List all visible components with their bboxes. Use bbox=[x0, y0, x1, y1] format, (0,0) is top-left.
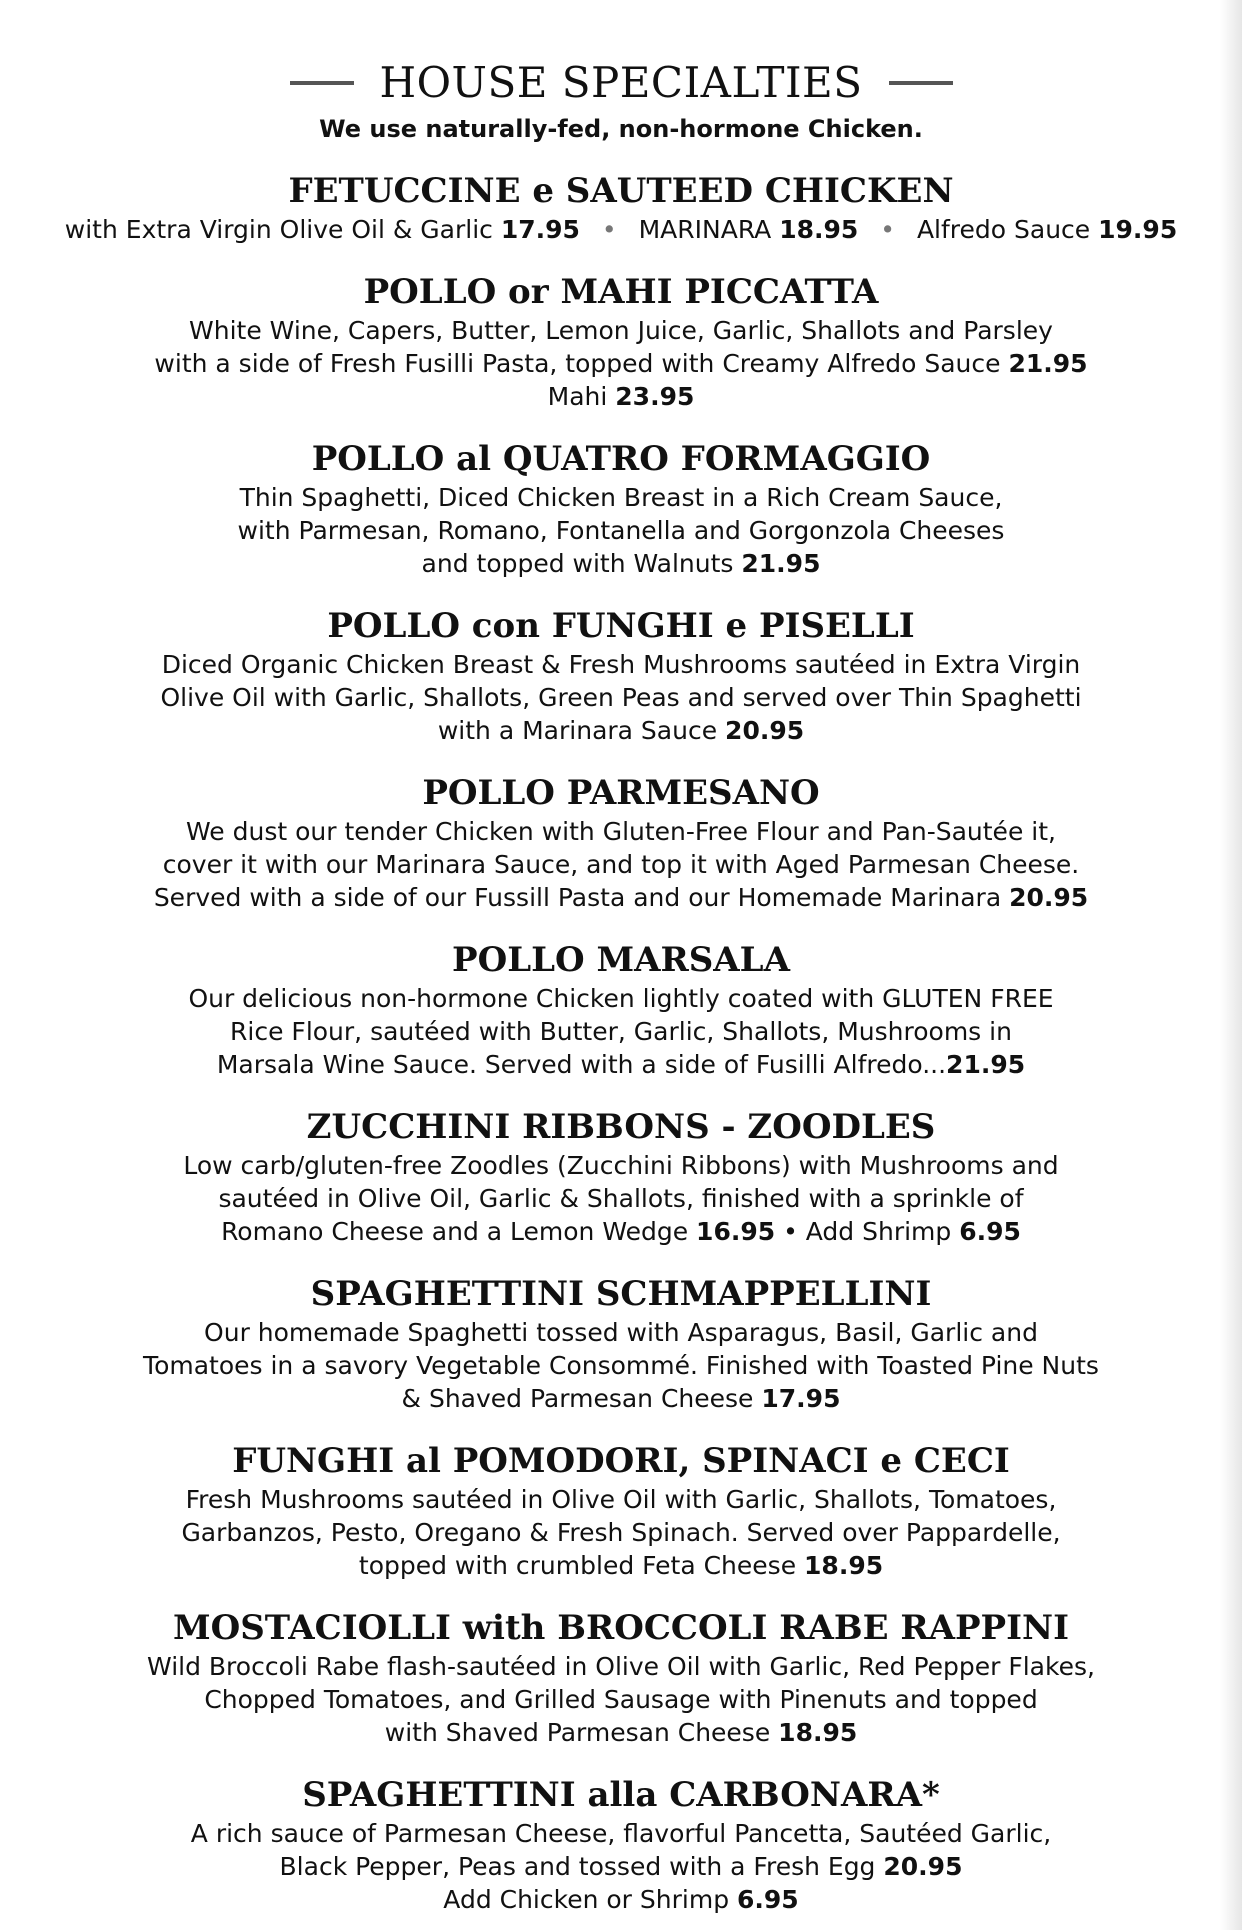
menu-item-schmappellini bbox=[0, 1272, 1242, 1415]
item-description: Chopped Tomatoes, and Grilled Sausage with Pinenuts and topped bbox=[204, 1685, 1038, 1714]
item-title: POLLO al QUATRO FORMAGGIO bbox=[311, 439, 931, 479]
item-price: 6.95 bbox=[959, 1217, 1021, 1246]
item-description: & Shaved Parmesan Cheese 17.95 bbox=[401, 1384, 841, 1413]
item-description: White Wine, Capers, Butter, Lemon Juice, Garlic, Shallots and Parsley bbox=[189, 316, 1053, 345]
item-price: 20.95 bbox=[725, 716, 805, 745]
item-title: FUNGHI al POMODORI, SPINACI e CECI bbox=[232, 1441, 1010, 1481]
item-description: Served with a side of our Fussill Pasta and our Homemade Marinara 20.95 bbox=[153, 883, 1089, 912]
menu-item-funghi-piselli bbox=[0, 604, 1242, 747]
menu-item-zoodles bbox=[0, 1105, 1242, 1248]
item-price: 21.95 bbox=[741, 549, 821, 578]
item-description: Diced Organic Chicken Breast & Fresh Mushrooms sautéed in Extra Virgin bbox=[161, 650, 1081, 679]
item-description: cover it with our Marinara Sauce, and top it with Aged Parmesan Cheese. bbox=[162, 850, 1080, 879]
item-description: Romano Cheese and a Lemon Wedge 16.95 • Add Shrimp 6.95 bbox=[221, 1217, 1021, 1246]
item-title: ZUCCHINI RIBBONS - ZOODLES bbox=[306, 1107, 936, 1147]
menu-item-carbonara bbox=[0, 1773, 1242, 1916]
item-title: POLLO PARMESANO bbox=[422, 773, 820, 813]
item-title: FETUCCINE e SAUTEED CHICKEN bbox=[288, 171, 954, 211]
item-description: Our homemade Spaghetti tossed with Asparagus, Basil, Garlic and bbox=[204, 1318, 1038, 1347]
item-description: We dust our tender Chicken with Gluten-Free Flour and Pan-Sautée it, bbox=[186, 817, 1056, 846]
item-title: SPAGHETTINI alla CARBONARA* bbox=[302, 1775, 940, 1815]
item-description: with a side of Fresh Fusilli Pasta, topped with Creamy Alfredo Sauce 21.95 bbox=[154, 349, 1088, 378]
page-title: HOUSE SPECIALTIES bbox=[379, 58, 863, 107]
item-description: Wild Broccoli Rabe flash-sautéed in Olive Oil with Garlic, Red Pepper Flakes, bbox=[147, 1652, 1095, 1681]
item-description: with Extra Virgin Olive Oil & Garlic 17.95 • MARINARA 18.95 • Alfredo Sauce 19.95 bbox=[64, 215, 1178, 244]
menu-item-parmesano bbox=[0, 771, 1242, 914]
item-title: POLLO MARSALA bbox=[452, 940, 790, 980]
item-description: with Parmesan, Romano, Fontanella and Gorgonzola Cheeses bbox=[237, 516, 1005, 545]
item-price: 23.95 bbox=[615, 382, 695, 411]
menu-item-marsala bbox=[0, 938, 1242, 1081]
item-description: Thin Spaghetti, Diced Chicken Breast in a Rich Cream Sauce, bbox=[239, 483, 1003, 512]
item-price: 6.95 bbox=[737, 1885, 799, 1914]
item-price: 18.95 bbox=[778, 1718, 858, 1747]
menu-item-funghi-pomodori bbox=[0, 1439, 1242, 1582]
item-price: 17.95 bbox=[761, 1384, 841, 1413]
item-description: Fresh Mushrooms sautéed in Olive Oil with Garlic, Shallots, Tomatoes, bbox=[185, 1485, 1057, 1514]
item-price: 18.95 bbox=[804, 1551, 884, 1580]
item-description: with Shaved Parmesan Cheese 18.95 bbox=[384, 1718, 858, 1747]
item-description: Olive Oil with Garlic, Shallots, Green Peas and served over Thin Spaghetti bbox=[160, 683, 1082, 712]
menu-item-piccatta bbox=[0, 270, 1242, 413]
item-price: 20.95 bbox=[883, 1852, 963, 1881]
title-rule-right bbox=[889, 81, 953, 85]
menu-items bbox=[0, 169, 1242, 1916]
item-description: Low carb/gluten-free Zoodles (Zucchini Ribbons) with Mushrooms and bbox=[183, 1151, 1059, 1180]
menu-item-fetuccine bbox=[0, 169, 1242, 246]
item-price: 17.95 bbox=[500, 215, 580, 244]
tagline: We use naturally-fed, non-hormone Chicken. bbox=[319, 115, 923, 143]
bullet-separator: • bbox=[601, 215, 617, 244]
item-title: POLLO con FUNGHI e PISELLI bbox=[327, 606, 915, 646]
item-price: 20.95 bbox=[1009, 883, 1089, 912]
item-description: Add Chicken or Shrimp 6.95 bbox=[443, 1885, 799, 1914]
item-title: MOSTACIOLLI with BROCCOLI RABE RAPPINI bbox=[173, 1608, 1069, 1648]
item-price: 21.95 bbox=[1008, 349, 1088, 378]
item-title: SPAGHETTINI SCHMAPPELLINI bbox=[310, 1274, 932, 1314]
item-description: Rice Flour, sautéed with Butter, Garlic, Shallots, Mushrooms in bbox=[230, 1017, 1012, 1046]
item-description: Garbanzos, Pesto, Oregano & Fresh Spinach. Served over Pappardelle, bbox=[181, 1518, 1061, 1547]
menu-header bbox=[0, 0, 1242, 143]
menu-item-quatro-formaggio bbox=[0, 437, 1242, 580]
item-description: A rich sauce of Parmesan Cheese, flavorful Pancetta, Sautéed Garlic, bbox=[190, 1819, 1052, 1848]
item-description: Tomatoes in a savory Vegetable Consommé. Finished with Toasted Pine Nuts bbox=[143, 1351, 1099, 1380]
bullet-separator: • bbox=[880, 215, 895, 244]
item-description: topped with crumbled Feta Cheese 18.95 bbox=[358, 1551, 884, 1580]
item-description: Black Pepper, Peas and tossed with a Fresh Egg 20.95 bbox=[279, 1852, 963, 1881]
item-description: with a Marinara Sauce 20.95 bbox=[437, 716, 805, 745]
title-rule-left bbox=[290, 81, 354, 85]
item-title: POLLO or MAHI PICCATTA bbox=[363, 272, 879, 312]
menu-item-mostaciolli bbox=[0, 1606, 1242, 1749]
item-description: sautéed in Olive Oil, Garlic & Shallots, finished with a sprinkle of bbox=[218, 1184, 1024, 1213]
item-price: 21.95 bbox=[946, 1050, 1026, 1079]
item-description: Mahi 23.95 bbox=[547, 382, 695, 411]
item-price: 18.95 bbox=[779, 215, 859, 244]
item-price: 19.95 bbox=[1098, 215, 1178, 244]
item-description: Our delicious non-hormone Chicken lightly coated with GLUTEN FREE bbox=[188, 984, 1054, 1013]
item-description: Marsala Wine Sauce. Served with a side of Fusilli Alfredo...21.95 bbox=[216, 1050, 1026, 1079]
item-price: 16.95 bbox=[696, 1217, 776, 1246]
item-description: and topped with Walnuts 21.95 bbox=[421, 549, 821, 578]
